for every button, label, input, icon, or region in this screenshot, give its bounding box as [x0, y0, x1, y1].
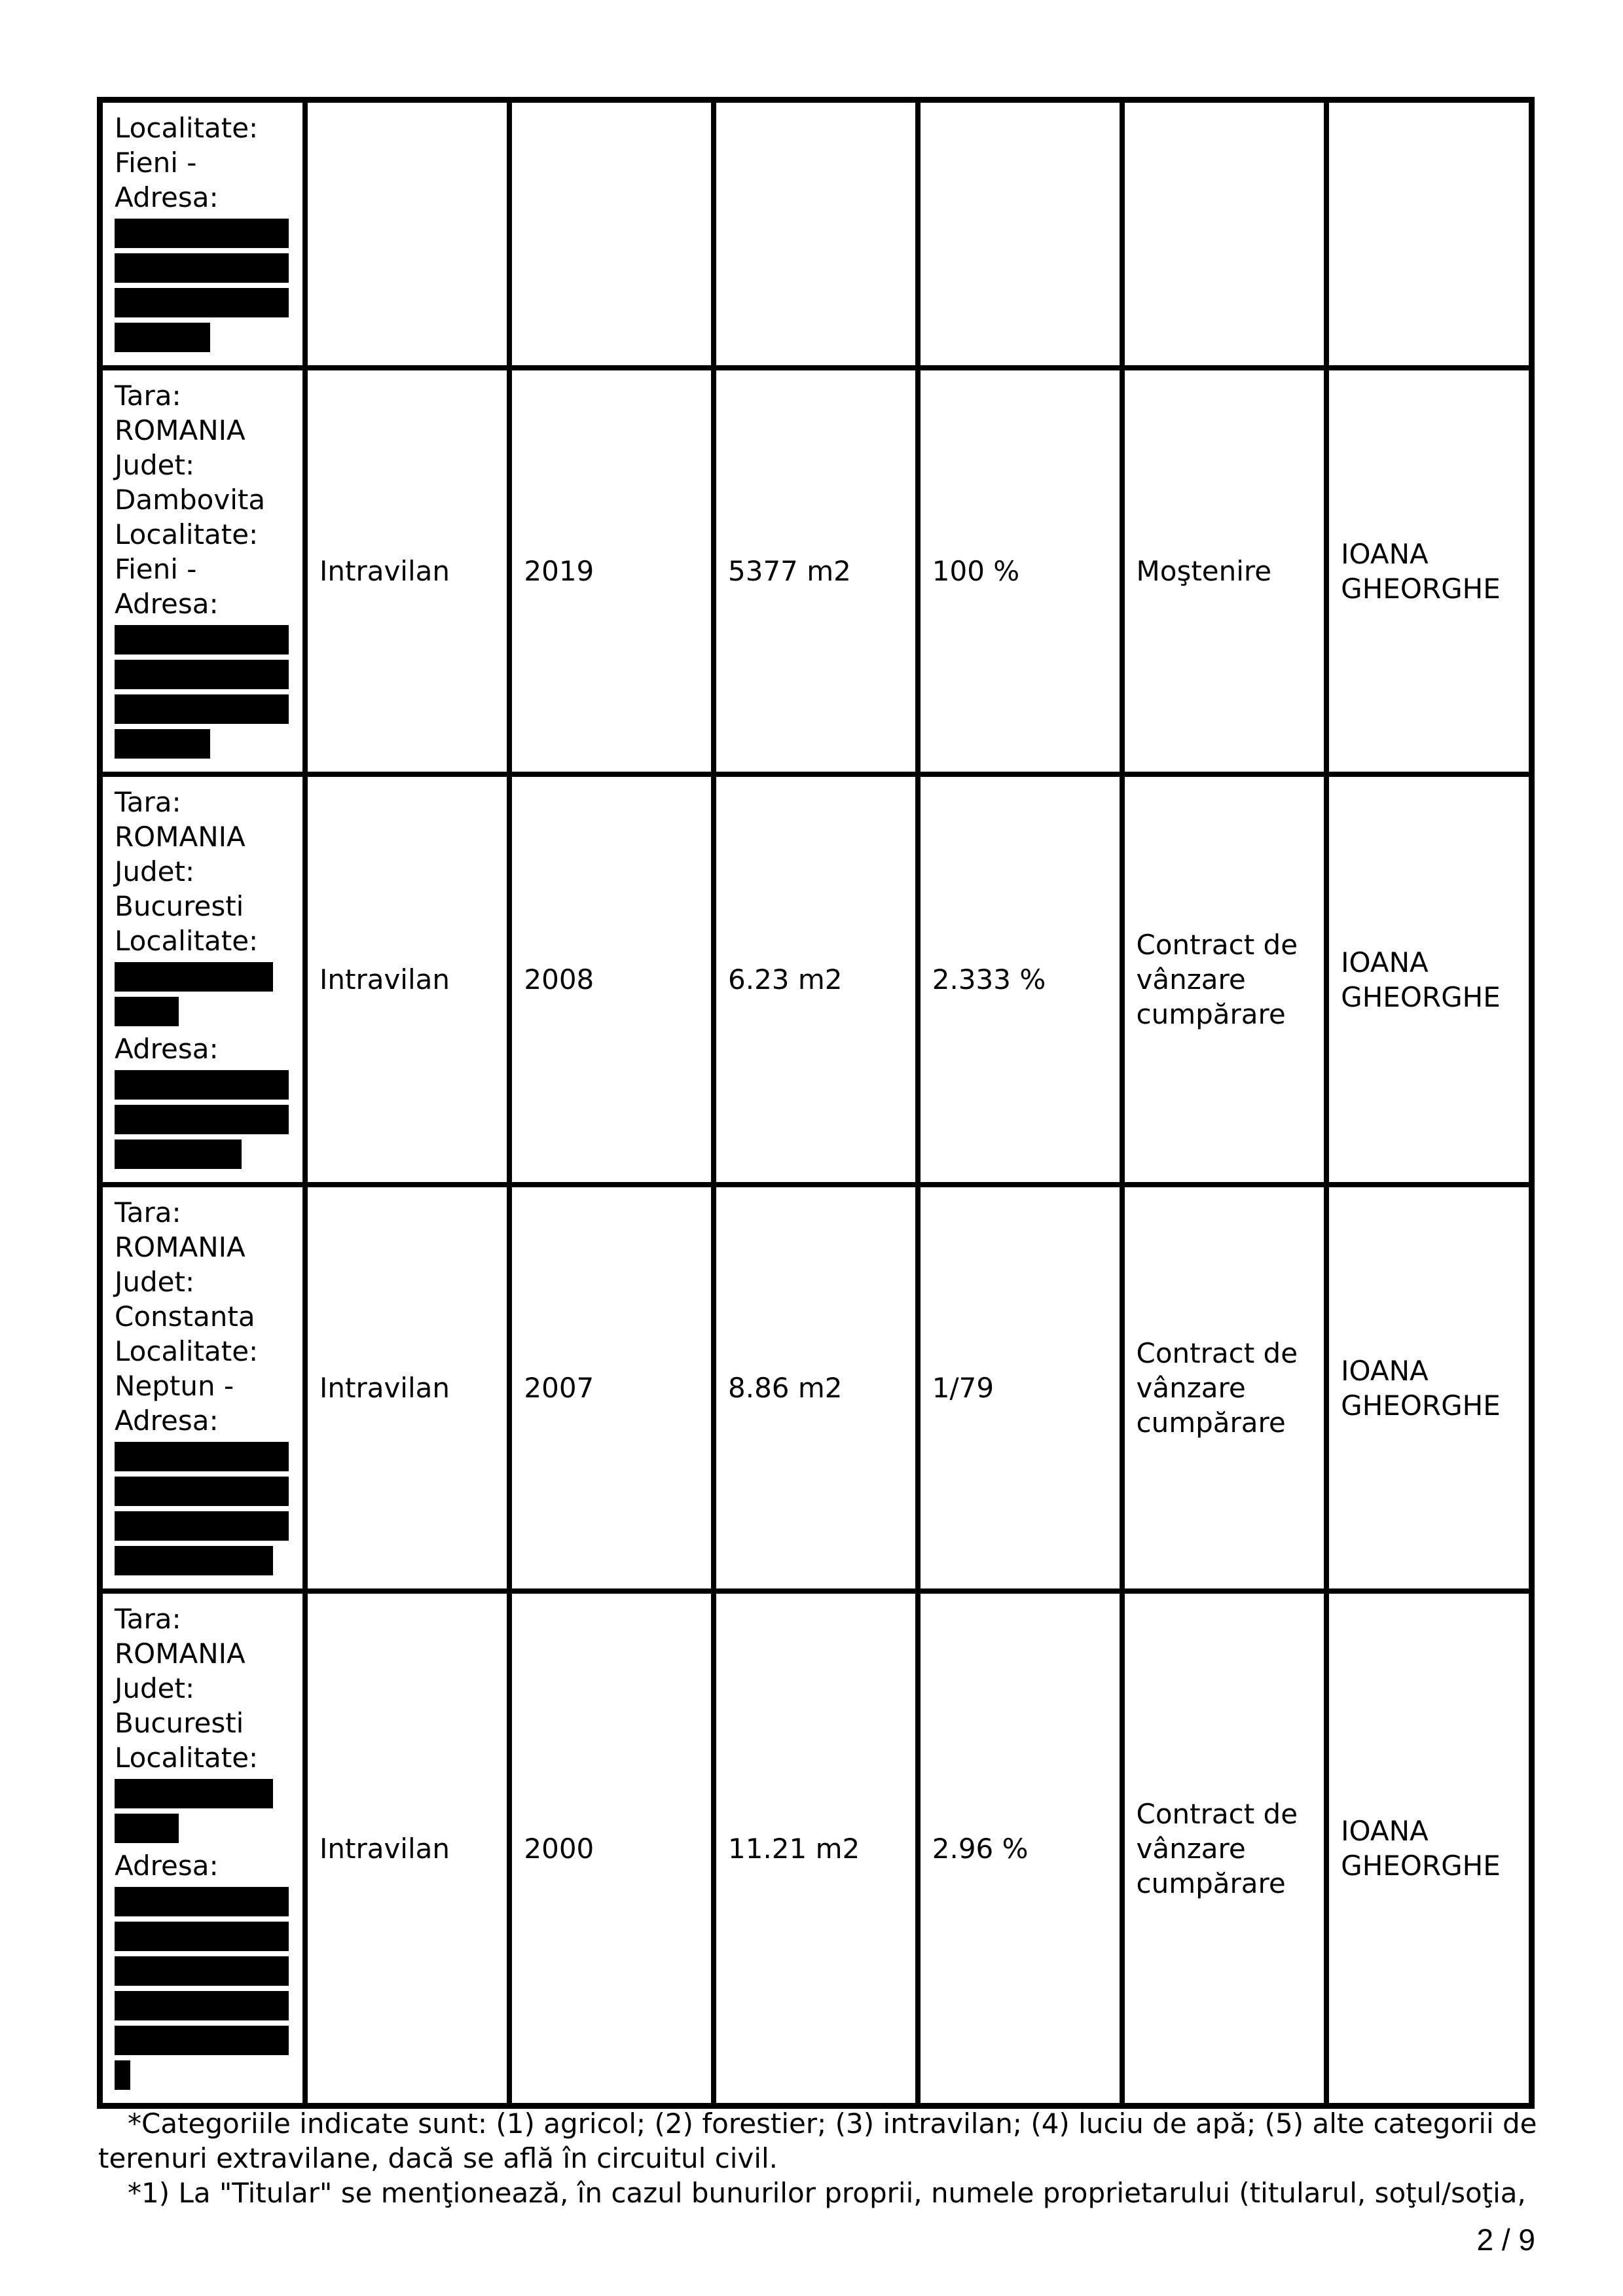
category-cell: [305, 100, 509, 368]
area-cell: 8.86 m2: [714, 1185, 918, 1591]
redaction-bar: [115, 219, 289, 248]
redaction-bar: [115, 1546, 273, 1575]
area-cell: 11.21 m2: [714, 1591, 918, 2106]
redaction-bar: [115, 1887, 289, 1916]
redaction-bar: [115, 2060, 130, 2090]
footnote-categories-continued: terenuri extravilane, dacă se află în circuitul civil.: [98, 2142, 778, 2174]
footnote-categories: *Categoriile indicate sunt: (1) agricol; (2) forestier; (3) intravilan; (4) luciu de apă; (5) alte categorii de: [128, 2108, 1537, 2140]
redaction-bar: [115, 962, 273, 992]
footnotes: [98, 2106, 1539, 2210]
location-line: Bucuresti: [115, 1707, 244, 1739]
location-cell: [100, 1185, 305, 1591]
location-line: ROMANIA: [115, 1231, 246, 1263]
location-line: Tara:: [115, 1603, 181, 1635]
table-row: [100, 100, 1531, 368]
redaction-bar: [115, 253, 289, 283]
share-cell: [918, 100, 1122, 368]
holder-cell: [1326, 100, 1531, 368]
share-cell: 2.96 %: [918, 1591, 1122, 2106]
location-line: ROMANIA: [115, 414, 246, 446]
share-cell: 2.333 %: [918, 774, 1122, 1185]
location-line: Dambovita: [115, 484, 266, 516]
redaction-bar: [115, 2026, 289, 2055]
area-cell: [714, 100, 918, 368]
location-cell: [100, 1591, 305, 2106]
redaction-bar: [115, 625, 289, 655]
redaction-bar: [115, 1922, 289, 1951]
acquisition-cell: Contract de vânzare cumpărare: [1122, 774, 1327, 1185]
holder-cell: IOANA GHEORGHE: [1326, 1591, 1531, 2106]
land-assets-table: [97, 97, 1535, 2109]
redaction-bar: [115, 1511, 289, 1541]
location-line: Constanta: [115, 1300, 255, 1333]
location-line: Adresa:: [115, 1850, 219, 1882]
location-line: Localitate:: [115, 1335, 259, 1367]
redaction-bar: [115, 288, 289, 317]
location-line: Adresa:: [115, 588, 219, 620]
year-cell: 2008: [509, 774, 714, 1185]
table-row: [100, 774, 1531, 1185]
area-cell: 6.23 m2: [714, 774, 918, 1185]
category-cell: Intravilan: [305, 1591, 509, 2106]
location-line: Judet:: [115, 1266, 195, 1298]
redaction-bar: [115, 1477, 289, 1506]
location-cell: [100, 368, 305, 774]
redaction-bar: [115, 1956, 289, 1986]
location-cell: [100, 100, 305, 368]
location-line: ROMANIA: [115, 821, 246, 853]
redaction-bar: [115, 997, 179, 1026]
location-line: Tara:: [115, 1196, 181, 1229]
year-cell: 2007: [509, 1185, 714, 1591]
area-cell: 5377 m2: [714, 368, 918, 774]
location-line: Tara:: [115, 380, 181, 412]
redaction-bar: [115, 323, 210, 352]
redaction-bar: [115, 1105, 289, 1134]
redaction-bar: [115, 1814, 179, 1843]
redaction-bar: [115, 1442, 289, 1471]
table-row: [100, 1185, 1531, 1591]
redaction-bar: [115, 660, 289, 689]
location-line: Bucuresti: [115, 890, 244, 922]
share-cell: 1/79: [918, 1185, 1122, 1591]
redaction-bar: [115, 1139, 242, 1169]
holder-cell: IOANA GHEORGHE: [1326, 368, 1531, 774]
redaction-bar: [115, 694, 289, 724]
location-line: Judet:: [115, 1672, 195, 1704]
location-line: Localitate:: [115, 112, 259, 144]
holder-cell: IOANA GHEORGHE: [1326, 1185, 1531, 1591]
location-line: Tara:: [115, 786, 181, 818]
location-line: Localitate:: [115, 925, 259, 957]
location-line: Adresa:: [115, 181, 219, 213]
category-cell: Intravilan: [305, 368, 509, 774]
redaction-bar: [115, 1991, 289, 2020]
location-line: Localitate:: [115, 1742, 259, 1774]
redaction-bar: [115, 1779, 273, 1808]
year-cell: 2000: [509, 1591, 714, 2106]
footnote-holder: *1) La "Titular" se menţionează, în cazul bunurilor proprii, numele proprietarului (titularul, soţul/soţia,: [128, 2177, 1526, 2209]
location-line: Judet:: [115, 855, 195, 888]
location-cell: [100, 774, 305, 1185]
acquisition-cell: [1122, 100, 1327, 368]
location-line: Localitate:: [115, 518, 259, 550]
page-number: 2 / 9: [1476, 2223, 1535, 2257]
share-cell: 100 %: [918, 368, 1122, 774]
location-line: Judet:: [115, 449, 195, 481]
location-line: Neptun -: [115, 1370, 234, 1402]
year-cell: [509, 100, 714, 368]
table-row: [100, 1591, 1531, 2106]
redaction-bar: [115, 729, 210, 759]
year-cell: 2019: [509, 368, 714, 774]
acquisition-cell: Contract de vânzare cumpărare: [1122, 1185, 1327, 1591]
category-cell: Intravilan: [305, 774, 509, 1185]
location-line: ROMANIA: [115, 1638, 246, 1670]
location-line: Adresa:: [115, 1405, 219, 1437]
location-line: Adresa:: [115, 1033, 219, 1065]
category-cell: Intravilan: [305, 1185, 509, 1591]
acquisition-cell: Contract de vânzare cumpărare: [1122, 1591, 1327, 2106]
location-line: Fieni -: [115, 147, 197, 179]
location-line: Fieni -: [115, 553, 197, 585]
holder-cell: IOANA GHEORGHE: [1326, 774, 1531, 1185]
table-row: [100, 368, 1531, 774]
redaction-bar: [115, 1070, 289, 1100]
acquisition-cell: Moştenire: [1122, 368, 1327, 774]
